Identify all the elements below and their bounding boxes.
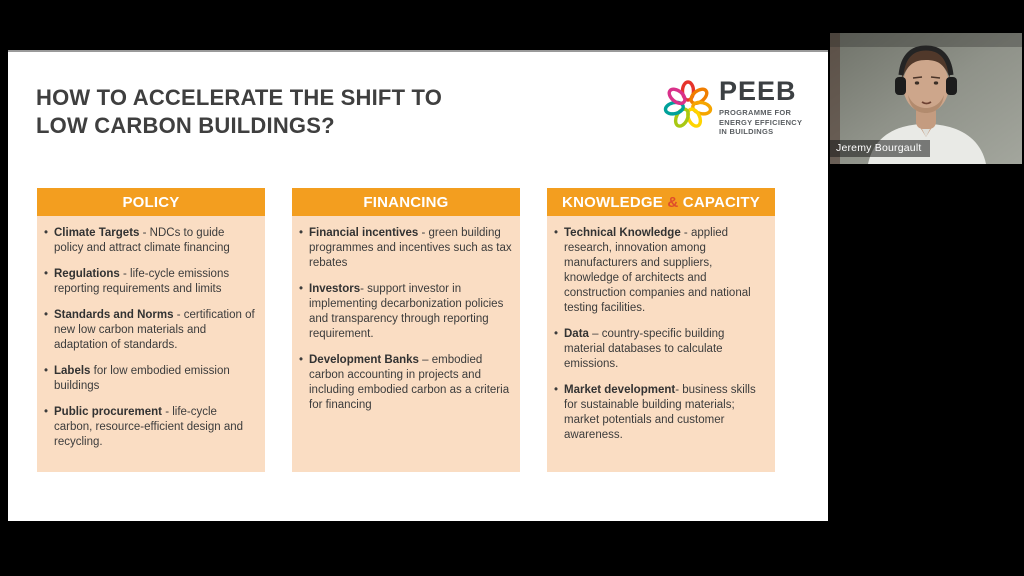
slide-title-line2: LOW CARBON BUILDINGS? [36,113,335,138]
policy-column-body [37,216,265,472]
participant-video-tile[interactable] [830,33,1022,164]
peeb-subtitle: PROGRAMME FOR ENERGY EFFICIENCY IN BUILDINGS [719,108,803,136]
list-item: • Data – country-specific building material databases to calculate emissions. [554,327,767,372]
list-item: • Climate Targets - NDCs to guide policy and attract climate financing [44,226,257,256]
financing-column-header: FINANCING [292,188,520,216]
slide-columns [37,188,775,472]
slide-title-line1: HOW TO ACCELERATE THE SHIFT TO [36,85,443,110]
list-item: • Labels for low embodied emission buildings [44,364,257,394]
list-item: • Investors- support investor in implementing decarbonization policies and transparency through reporting requirement. [299,282,512,342]
list-item: • Public procurement - life-cycle carbon, resource-efficient design and recycling. [44,405,257,450]
financing-column [292,188,520,472]
knowledge-capacity-column-header: KNOWLEDGE & CAPACITY [547,188,775,216]
presentation-slide [8,50,828,521]
slide-title [36,84,442,140]
financing-column-body [292,216,520,472]
list-item: • Regulations - life-cycle emissions reporting requirements and limits [44,267,257,297]
list-item: • Market development- business skills for sustainable building materials; market potentials and customer awareness. [554,383,767,443]
ampersand-accent: & [667,193,679,211]
peeb-logo-text [719,76,802,137]
peeb-acronym: PEEB [719,76,797,106]
knowledge-capacity-column [547,188,775,472]
peeb-flower-icon [663,78,713,140]
peeb-logo [663,76,802,140]
list-item: • Financial incentives - green building programmes and incentives such as tax rebates [299,226,512,271]
list-item: • Standards and Norms - certification of new low carbon materials and adaptation of standards. [44,308,257,353]
list-item: • Technical Knowledge - applied research, innovation among manufacturers and suppliers, knowledge of architects and construction companies and national testing facilities. [554,226,767,316]
knowledge-capacity-column-body [547,216,775,472]
policy-column-header: POLICY [37,188,265,216]
policy-column [37,188,265,472]
participant-name-label: Jeremy Bourgault [830,140,930,157]
list-item: • Development Banks – embodied carbon accounting in projects and including embodied carbon as a criteria for financing [299,353,512,413]
